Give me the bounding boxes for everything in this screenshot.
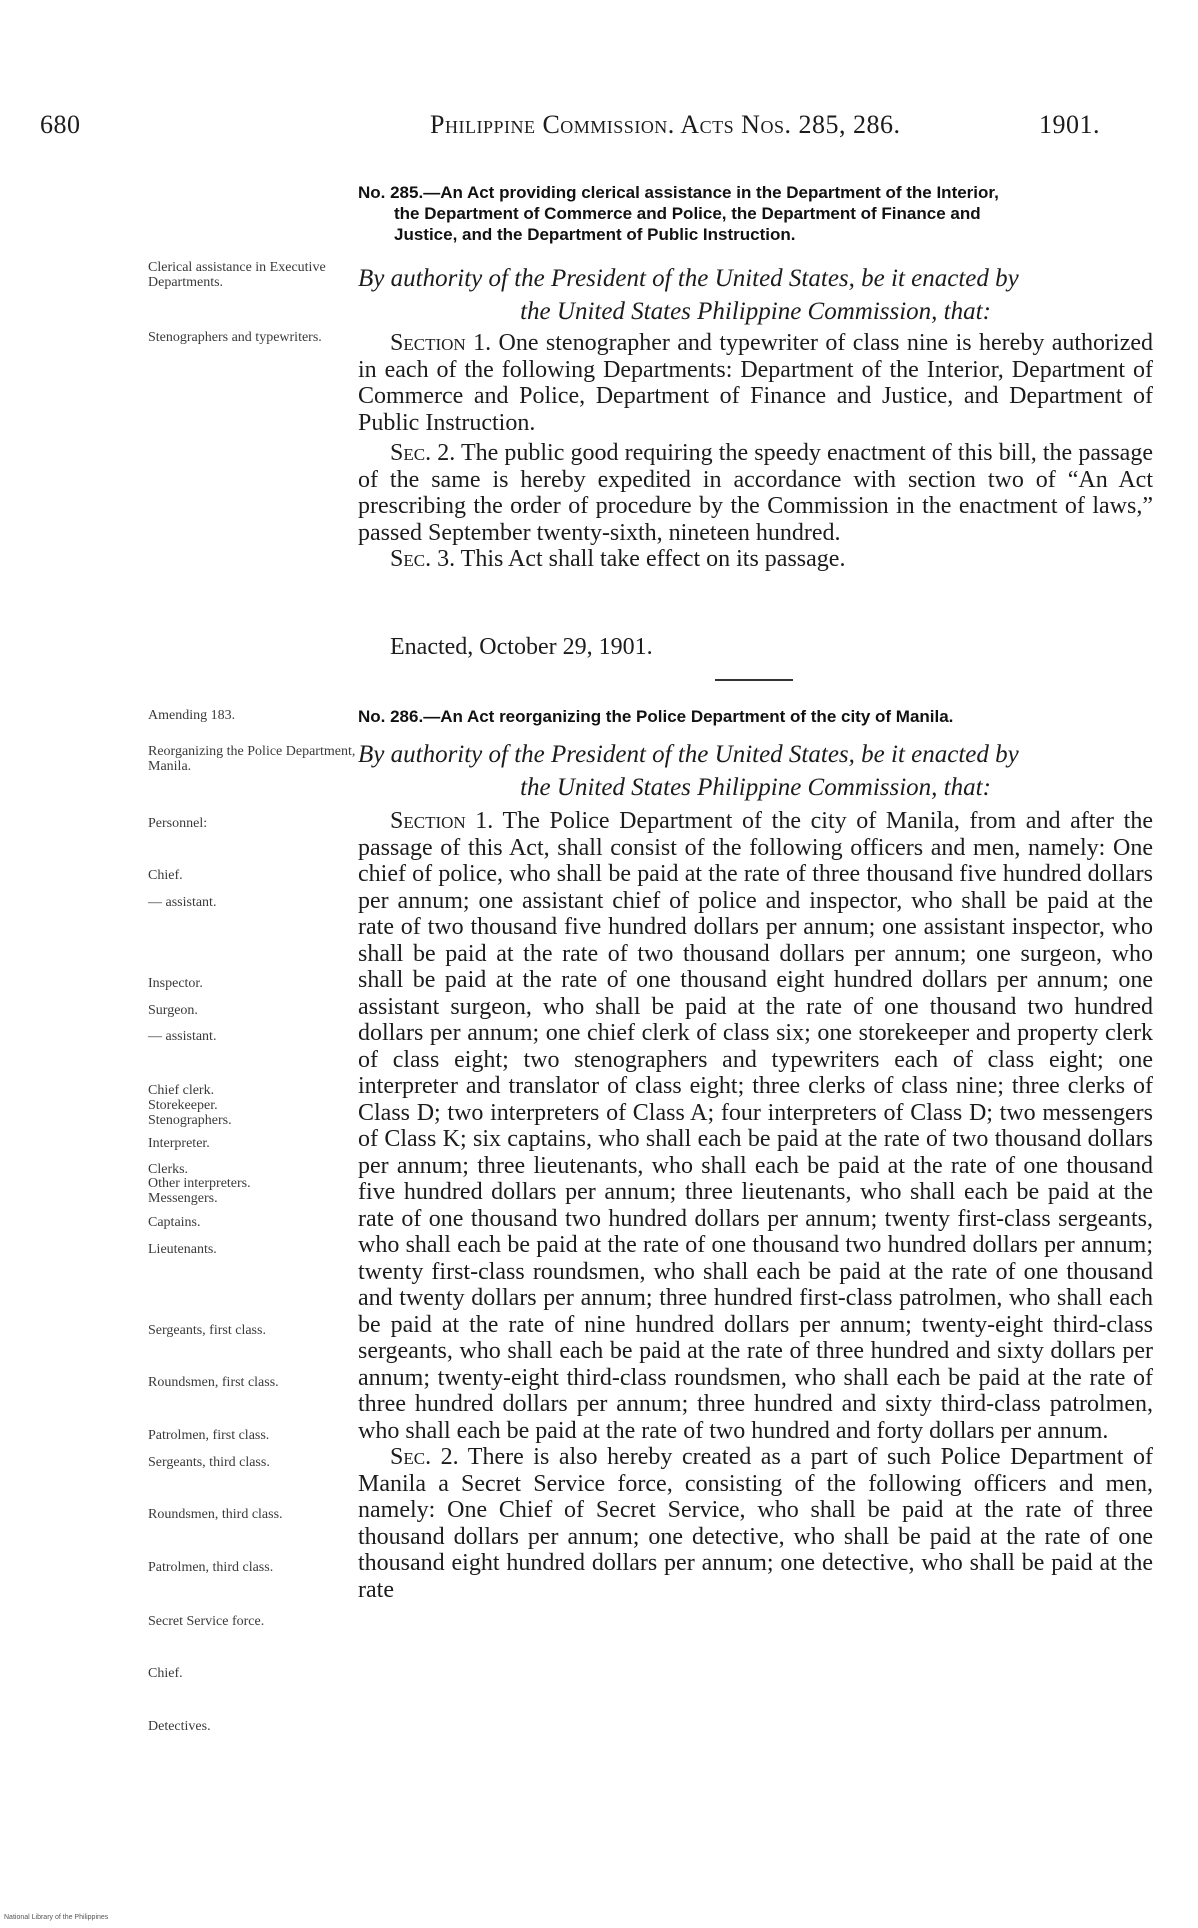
margin-note-roundsmen-third: Roundsmen, third class. (148, 1507, 283, 1522)
margin-note-stenographers-2: Stenographers. (148, 1113, 232, 1128)
act-286-enacting-clause: By authority of the President of the United States, be it enacted by the United States Philippine Commission, that: (358, 741, 1019, 801)
margin-note-sergeants-third: Sergeants, third class. (148, 1455, 270, 1470)
margin-note-inspector: Inspector. (148, 976, 203, 991)
margin-note-roundsmen-first: Roundsmen, first class. (148, 1375, 279, 1390)
margin-note-messengers: Messengers. (148, 1191, 218, 1206)
scan-footer: National Library of the Philippines (4, 1914, 109, 1921)
page-number: 680 (40, 110, 81, 139)
margin-note-assistant: — assistant. (148, 895, 217, 910)
margin-note-sergeants-first: Sergeants, first class. (148, 1323, 266, 1338)
margin-note-chief-clerk: Chief clerk. (148, 1083, 215, 1098)
margin-note-clerks: Clerks. (148, 1162, 189, 1177)
margin-note-lieutenants: Lieutenants. (148, 1242, 217, 1257)
running-title: Philippine Commission. Acts Nos. 285, 286. (430, 110, 901, 139)
margin-note-surgeon-assistant: — assistant. (148, 1029, 217, 1044)
margin-note-detectives: Detectives. (148, 1719, 211, 1734)
act-285-body (358, 330, 1153, 573)
act-286-section-2: Sec. 2. There is also hereby created as a part of such Police Department of Manila a Secret Service force, consisting of the following officers and men, namely: One Chief of Secret Service, who shall be paid at the rate of three thousand dollars per annum; one detective, who shall be paid at the rate of one thousand eight hundred dollars per annum; one detective, who shall be paid at the rate (358, 1444, 1153, 1603)
margin-note-amending: Amending 183. (148, 708, 236, 723)
margin-note-reorganizing: Reorganizing the Police Department, Manila. (148, 744, 356, 774)
act-286-title: No. 286.—An Act reorganizing the Police Department of the city of Manila. (358, 707, 954, 726)
act-285-section-2: Sec. 2. The public good requiring the speedy enactment of this bill, the passage of the same is hereby expedited in accordance with section two of “An Act prescribing the order of procedure by the Commission in the enactment of laws,” passed September twenty-sixth, nineteen hundred. (358, 440, 1153, 546)
section-divider (715, 679, 793, 681)
margin-note-stenographers: Stenographers and typewriters. (148, 330, 322, 345)
act-285-section-3: Sec. 3. This Act shall take effect on its passage. (390, 546, 846, 572)
margin-note-storekeeper: Storekeeper. (148, 1098, 218, 1113)
act-285-enacted-date: Enacted, October 29, 1901. (390, 634, 653, 660)
margin-note-patrolmen-third: Patrolmen, third class. (148, 1560, 274, 1575)
margin-note-interpreter: Interpreter. (148, 1136, 210, 1151)
margin-note-surgeon: Surgeon. (148, 1003, 198, 1018)
margin-note-patrolmen-first: Patrolmen, first class. (148, 1428, 270, 1443)
margin-note-chief: Chief. (148, 868, 183, 883)
act-286-section-1: Section 1. The Police Department of the city of Manila, from and after the passage of this Act, shall consist of the following officers and men, namely: One chief of police, who shall be paid at the rate of three thousand five hundred dollars per annum; one assistant chief of police and inspector, who shall be paid at the rate of two thousand five hundred dollars per annum; one assistant inspector, who shall be paid at the rate of two thousand dollars per annum; one surgeon, who shall be paid at the rate of one thousand eight hundred dollars per annum; one assistant surgeon, who shall be paid at the rate of one thousand two hundred dollars per annum; one chief clerk of class six; one storekeeper and property clerk of class eight; two stenographers and typewriters each of class eight; one interpreter and translator of class eight; three clerks of class nine; three clerks of Class D; two interpreters of Class A; four interpreters of Class D; two messengers of Class K; six captains, who shall each be paid at the rate of two thousand dollars per annum; three lieutenants, who shall each be paid at the rate of one thousand five hundred dollars per annum; three lieutenants, who shall each be paid at the rate of one thousand two hundred dollars per annum; twenty first-class sergeants, who shall each be paid at the rate of one thousand two hundred dollars per annum; twenty first-class roundsmen, who shall each be paid at the rate of one thousand and twenty dollars per annum; three hundred first-class patrolmen, who shall each be paid at the rate of nine hundred dollars per annum; twenty-eight third-class sergeants, who shall each be paid at the rate of three hundred and sixty dollars per annum; twenty-eight third-class roundsmen, who shall each be paid at the rate of three hundred dollars per annum; three hundred and sixty third-class patrolmen, who shall each be paid at the rate of two hundred and forty dollars per annum. (358, 808, 1153, 1444)
header-year: 1901. (1039, 110, 1100, 139)
act-285-enacting-clause: By authority of the President of the United States, be it enacted by the United States Philippine Commission, that: (358, 265, 1019, 325)
act-285-title: No. 285.—An Act providing clerical assistance in the Department of the Interior, the Department of Commerce and Police, the Department of Finance and Justice, and the Department of Public Instruction. (358, 183, 999, 244)
act-285-section-1: Section 1. One stenographer and typewriter of class nine is hereby authorized in each of the following Departments: Department of the Interior, Department of Commerce and Police, Department of Finance and Justice, and Department of Public Instruction. (358, 330, 1154, 436)
margin-note-ss-chief: Chief. (148, 1666, 183, 1681)
page-header (40, 110, 1100, 150)
margin-note-secret-service: Secret Service force. (148, 1614, 265, 1629)
margin-note-captains: Captains. (148, 1215, 201, 1230)
margin-note-clerical: Clerical assistance in Executive Departments. (148, 260, 326, 290)
act-286-body (358, 808, 1153, 1603)
margin-note-personnel: Personnel: (148, 816, 208, 831)
margin-note-other-interpreters: Other interpreters. (148, 1176, 251, 1191)
